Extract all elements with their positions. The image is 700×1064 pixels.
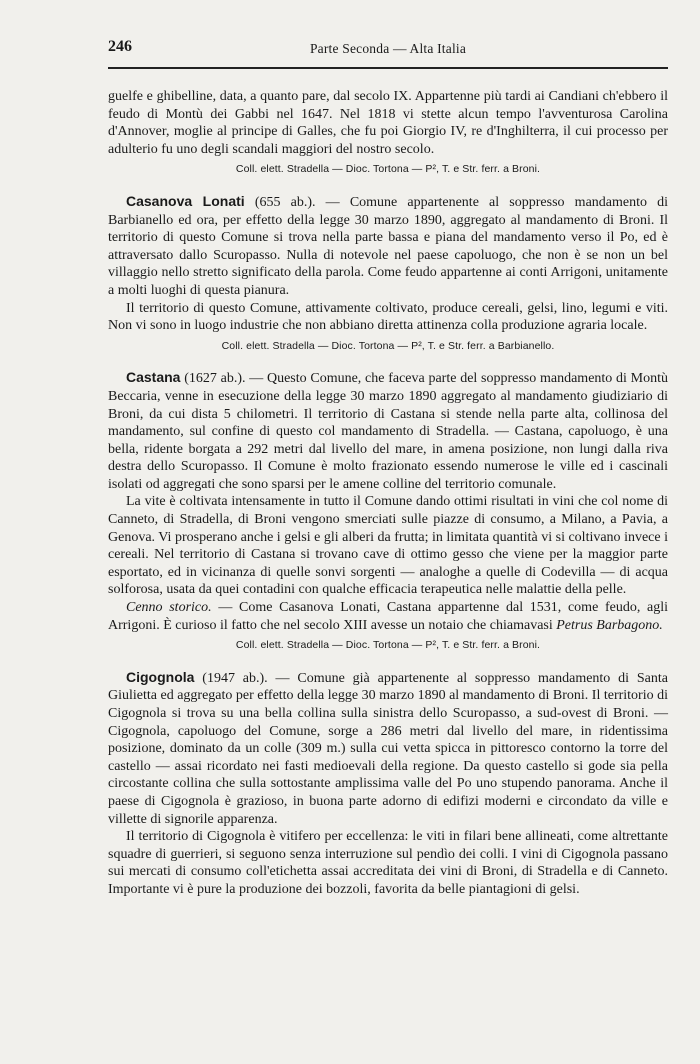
running-title: Parte Seconda — Alta Italia	[309, 41, 467, 56]
page-number: 246	[108, 38, 132, 55]
paragraph	[108, 369, 668, 493]
paragraph-text: (1627 ab.). — Questo Comune, che faceva parte del soppresso mandamento di Montù Beccaria, venne in esecuzione della legge 30 marzo 1890 aggregato al mandamento giudiziario di Broni, da cui dista 5 chilometri. Il territorio di Castana si stende nella parte alta, collinosa del mandamento, sul confine di questo col mandamento di Stradella. — Castana, capoluogo, è una bella, ridente borgata a 292 metri dal livello del mare, in amena posizione, non lungi dalla riva destra dello Scuropasso. Il Comune è molto frazionato essendo numerose le ville ed i cascinali isolati od aggregati che sono sparsi per le amene colline del territorio comunale.	[108, 371, 669, 492]
article-body	[108, 88, 668, 899]
paragraph: La vite è coltivata intensamente in tutto il Comune dando ottimi risultati in vini che col nome di Canneto, di Stradella, di Broni vengono smerciati sulle piazze di consumo, a Milano, a Pavia, a Genova. Vi prosperano anche i gelsi e gli alberi da frutta; in limitata quantità vi si coltivano invece i cereali. Nel territorio di Castana si trovano cave di ottimo gesso che viene per la maggior parte esportato, ed in vicinanza di quelle sonvi sorgenti — analoghe a quelle di Codevilla — di acqua solforosa, usata da quei contadini con qualche efficacia terapeutica nelle malattie della pelle.	[108, 494, 668, 598]
paragraph: Il territorio di Cigognola è vitifero per eccellenza: le viti in filari bene allineati, come altrettante squadre di guerrieri, si seguono senza interruzione sul pendìo dei colli. I vini di Cigognola passano sui mercati di consumo coll'etichetta assai accreditata dei vini di Broni, di Stradella e di Canneto. Importante vi è pure la produzione dei bozzoli, favorita da belle piantagioni di gelsi.	[108, 829, 668, 897]
header-rule	[108, 67, 668, 69]
entry-heading: Casanova Lonati	[126, 192, 245, 209]
paragraph	[108, 599, 668, 634]
quoted-name: Petrus Barbagono.	[556, 617, 663, 633]
paragraph: guelfe e ghibelline, data, a quanto pare, dal secolo IX. Appartenne più tardi ai Candiani ch'ebbero il feudo di Montù dei Gabbi nel 1647. Nel 1818 vi stette alcun tempo l'avventurosa Carolina d'Annover, moglie al principe di Galles, che fu poi Giorgio IV, re d'Inghilterra, il cui processo per adulterio fu uno degli scandali maggiori del nostro secolo.	[108, 89, 668, 157]
entry-heading: Cigognola	[126, 668, 195, 685]
running-header	[108, 38, 668, 60]
section-label: Cenno storico.	[126, 600, 212, 616]
paragraph-text: (1947 ab.). — Comune già appartenente al soppresso mandamento di Santa Giulietta ed aggregato per effetto della legge 30 marzo 1890 al mandamento di Broni. Il territorio di Cigognola si trova su una bella collina sulla sinistra dello Scuropasso, a sud-ovest di Broni. — Cigognola, capoluogo del Comune, sorge a 286 metri dal livello del mare, in ridentissima posizione, dominato da un colle (309 m.) sulla cui vetta spicca in pittoresco contorno la torre del castello — assai ricordato nei fasti medioevali della regione. Da questo castello si gode sia pella circostante collina che sulla sottostante amplissima valle del Po uno stupendo panorama. Anche il paese di Cigognola è grazioso, in buona parte adorno di edifizi moderni e circondato da ville e villette di signorile apparenza.	[108, 670, 668, 827]
collegio-note: Coll. elett. Stradella — Dioc. Tortona — P², T. e Str. ferr. a Broni.	[235, 639, 541, 652]
collegio-note: Coll. elett. Stradella — Dioc. Tortona — P², T. e Str. ferr. a Barbianello.	[221, 339, 555, 352]
entry-castana	[108, 369, 668, 655]
paragraph-text: — Come Casanova Lonati, Castana appartenne dal 1531, come feudo, agli Arrigoni. È curioso il fatto che nel secolo XIII avesse un notaio che chiamavasi	[108, 600, 668, 633]
collegio-note: Coll. elett. Stradella — Dioc. Tortona — P², T. e Str. ferr. a Broni.	[235, 163, 541, 176]
entry-intro	[108, 88, 668, 179]
paragraph-text: (655 ab.). — Comune appartenente al soppresso mandamento di Barbianello ed ora, per effetto della legge 30 marzo 1890, aggregato al mandamento di Broni. Il territorio di questo Comune si trova nella parte bassa e piana del mandamento verso il Po, ed è attraversato dallo Scuropasso. Nulla di notevole nel paese capoluogo, che non è se non un bel villaggio nello stretto significato della parola. Come feudo appartenne ai conti Arrigoni, unitamente a molti luoghi di questa pianura.	[108, 194, 669, 298]
entry-heading: Castana	[126, 369, 181, 386]
paragraph	[108, 669, 668, 828]
paragraph: Il territorio di questo Comune, attivamente coltivato, produce cereali, gelsi, lino, legumi e viti. Non vi sono in luogo industrie che non abbiano diretta attinenza colla produzione agraria locale.	[108, 300, 668, 334]
paragraph	[108, 193, 668, 300]
entry-casanova-lonati	[108, 193, 668, 355]
entry-cigognola	[108, 669, 668, 899]
